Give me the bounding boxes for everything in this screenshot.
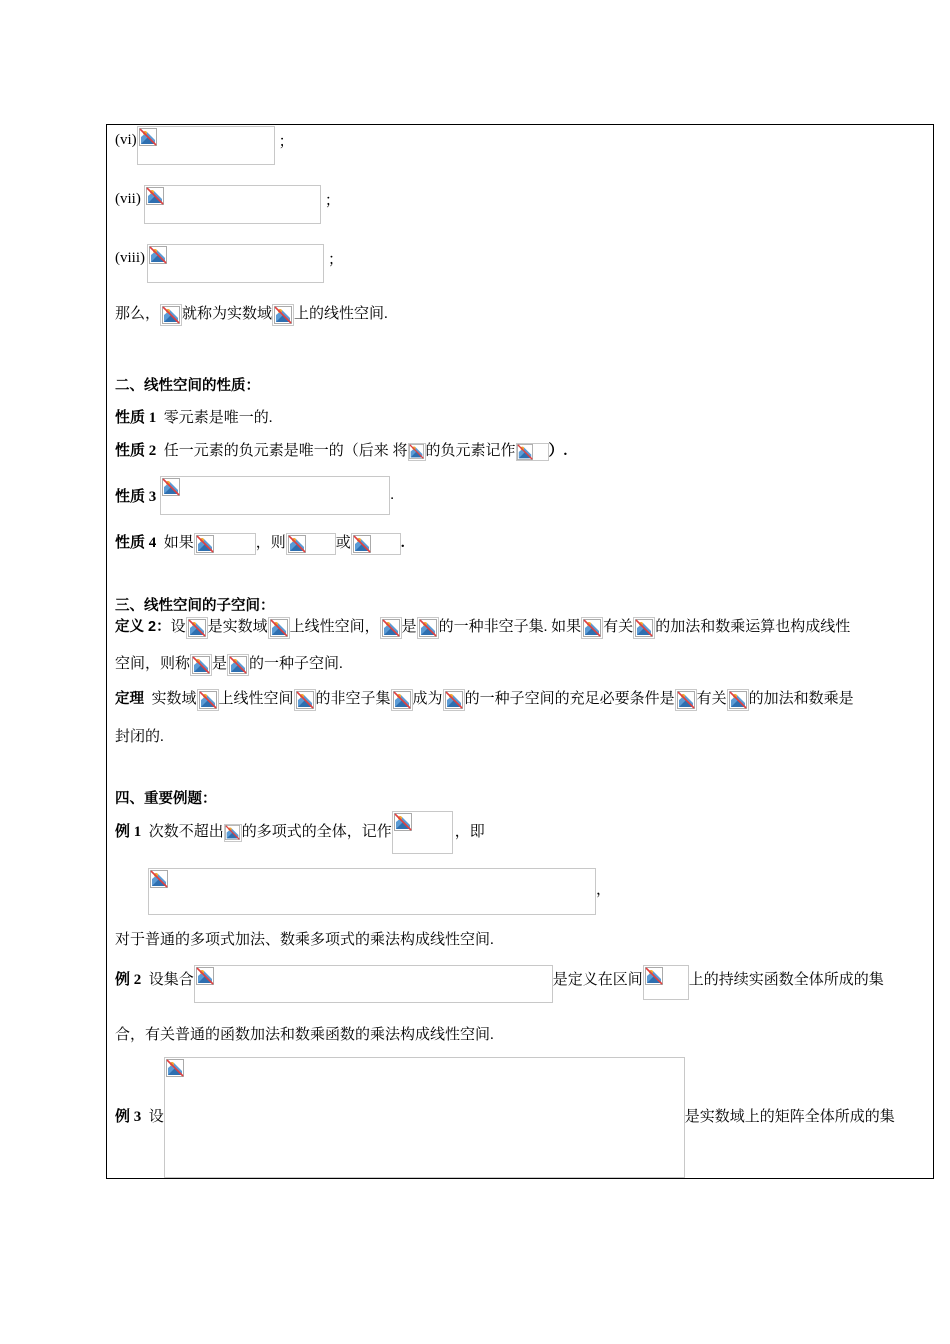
definition-label: 定义 2： bbox=[115, 619, 171, 635]
formula-image-placeholder bbox=[727, 689, 749, 711]
text: 的负元素记作 bbox=[425, 443, 516, 459]
formula-image-placeholder bbox=[294, 689, 316, 711]
property-label: 性质 2 bbox=[115, 443, 157, 459]
formula-image-placeholder bbox=[443, 689, 465, 711]
formula-image-placeholder bbox=[194, 533, 256, 555]
property-label: 性质 1 bbox=[115, 410, 157, 426]
formula-image-placeholder bbox=[197, 689, 219, 711]
text: ，即 bbox=[454, 824, 485, 840]
broken-image-icon bbox=[188, 619, 206, 637]
broken-image-icon bbox=[517, 444, 533, 460]
formula-image-placeholder bbox=[272, 304, 294, 326]
conclusion-line bbox=[115, 302, 388, 326]
broken-image-icon bbox=[274, 306, 292, 324]
text: 成为 bbox=[412, 691, 443, 707]
text: 零元素是唯一的. bbox=[163, 410, 273, 426]
example-1-line2: 对于普通的多项式加法、数乘多项式的乘法构成线性空间. bbox=[115, 932, 494, 948]
broken-image-icon bbox=[445, 691, 463, 709]
text: 有关 bbox=[696, 691, 727, 707]
text: 或 bbox=[335, 535, 351, 551]
broken-image-icon bbox=[162, 478, 180, 496]
text: 任一元素的负元素是唯一的（后来 将 bbox=[163, 443, 408, 459]
semicolon: ； bbox=[328, 252, 344, 268]
text: 设 bbox=[148, 1109, 164, 1125]
property-1 bbox=[115, 406, 273, 427]
formula-image-placeholder bbox=[675, 689, 697, 711]
formula-image-placeholder bbox=[516, 443, 549, 461]
broken-image-icon bbox=[635, 619, 653, 637]
text: 的一种非空子集. 如果 bbox=[438, 619, 582, 635]
formula-image-placeholder bbox=[186, 617, 208, 639]
formula-image-placeholder bbox=[190, 654, 212, 676]
property-label: 性质 3 bbox=[115, 489, 157, 505]
text: 设 bbox=[170, 619, 186, 635]
broken-image-icon bbox=[288, 535, 306, 553]
axiom-vi bbox=[115, 130, 294, 165]
formula-image-placeholder bbox=[351, 533, 401, 555]
text: 的加法和数乘是 bbox=[748, 691, 854, 707]
text: ，则 bbox=[255, 535, 286, 551]
property-3 bbox=[115, 476, 394, 515]
property-2 bbox=[115, 439, 567, 461]
text: 的非空子集 bbox=[315, 691, 391, 707]
text: ， bbox=[596, 882, 612, 898]
broken-image-icon bbox=[419, 619, 437, 637]
broken-image-icon bbox=[645, 967, 663, 985]
formula-image-placeholder bbox=[137, 126, 275, 165]
formula-image-placeholder bbox=[408, 443, 426, 461]
text: 的多项式的全体，记作 bbox=[241, 824, 392, 840]
text: 是实数域 bbox=[207, 619, 268, 635]
text: . bbox=[390, 487, 395, 503]
text: 是定义在区间 bbox=[552, 972, 643, 988]
formula-image-placeholder bbox=[633, 617, 655, 639]
broken-image-icon bbox=[393, 691, 411, 709]
text: 是实数域上的矩阵全体所成的集 bbox=[684, 1109, 895, 1125]
broken-image-icon bbox=[199, 691, 217, 709]
section-heading: 四、重要例题： bbox=[115, 791, 217, 807]
broken-image-icon bbox=[196, 535, 214, 553]
example-label: 例 3 bbox=[115, 1109, 142, 1125]
property-label: 性质 4 bbox=[115, 535, 157, 551]
formula-image-placeholder bbox=[164, 1057, 685, 1178]
formula-image-placeholder bbox=[581, 617, 603, 639]
formula-image-placeholder bbox=[380, 617, 402, 639]
formula-image-placeholder bbox=[268, 617, 290, 639]
formula-image-placeholder bbox=[144, 185, 321, 224]
broken-image-icon bbox=[409, 444, 424, 459]
formula-image-placeholder bbox=[392, 811, 453, 854]
text: 上的线性空间. bbox=[294, 306, 388, 322]
text: 如果 bbox=[163, 535, 194, 551]
formula-image-placeholder bbox=[286, 533, 336, 555]
section-heading: 二、线性空间的性质： bbox=[115, 378, 260, 394]
formula-image-placeholder bbox=[391, 689, 413, 711]
text: 是 bbox=[212, 656, 228, 672]
text: 上线性空间， bbox=[289, 619, 380, 635]
broken-image-icon bbox=[394, 813, 412, 831]
broken-image-icon bbox=[229, 656, 247, 674]
broken-image-icon bbox=[196, 967, 214, 985]
text: 次数不超出 bbox=[148, 824, 224, 840]
broken-image-icon bbox=[382, 619, 400, 637]
content-frame bbox=[106, 124, 934, 1179]
text: 的一种子空间. bbox=[249, 656, 343, 672]
broken-image-icon bbox=[729, 691, 747, 709]
example-1-line1 bbox=[115, 811, 485, 854]
formula-image-placeholder bbox=[160, 304, 182, 326]
text: 设集合 bbox=[148, 972, 194, 988]
definition-2-line2 bbox=[115, 652, 343, 676]
formula-image-placeholder bbox=[148, 868, 596, 915]
text: . bbox=[400, 535, 405, 551]
formula-image-placeholder bbox=[227, 654, 249, 676]
broken-image-icon bbox=[192, 656, 210, 674]
broken-image-icon bbox=[150, 870, 168, 888]
definition-2-line1 bbox=[115, 615, 850, 639]
section-heading: 三、线性空间的子空间： bbox=[115, 598, 275, 614]
text: ）. bbox=[548, 443, 568, 459]
broken-image-icon bbox=[353, 535, 371, 553]
example-3-line1 bbox=[115, 1057, 895, 1178]
text: 就称为实数域 bbox=[182, 306, 273, 322]
text: 的加法和数乘运算也构成线性 bbox=[655, 619, 851, 635]
text: 空间，则称 bbox=[115, 656, 191, 672]
axiom-viii bbox=[115, 248, 343, 283]
broken-image-icon bbox=[296, 691, 314, 709]
broken-image-icon bbox=[162, 306, 180, 324]
formula-image-placeholder bbox=[224, 824, 242, 842]
text: 上的持续实函数全体所成的集 bbox=[688, 972, 884, 988]
formula-image-placeholder bbox=[643, 965, 689, 1000]
text: 有关 bbox=[603, 619, 634, 635]
formula-image-placeholder bbox=[160, 476, 390, 515]
broken-image-icon bbox=[149, 246, 167, 264]
axiom-label: (viii) bbox=[115, 250, 145, 266]
broken-image-icon bbox=[139, 128, 157, 146]
axiom-vii bbox=[115, 189, 340, 224]
broken-image-icon bbox=[583, 619, 601, 637]
semicolon: ； bbox=[324, 193, 340, 209]
theorem-label: 定理 bbox=[115, 691, 144, 707]
theorem-line1 bbox=[115, 687, 854, 711]
example-label: 例 2 bbox=[115, 972, 142, 988]
theorem-line2: 封闭的. bbox=[115, 729, 164, 745]
broken-image-icon bbox=[166, 1059, 184, 1077]
property-4 bbox=[115, 531, 405, 555]
text: 实数域 bbox=[151, 691, 197, 707]
example-2-line1 bbox=[115, 965, 884, 1003]
broken-image-icon bbox=[146, 187, 164, 205]
axiom-label: (vii) bbox=[115, 191, 141, 207]
text: 的一种子空间的充足必要条件是 bbox=[464, 691, 675, 707]
example-2-line2: 合，有关普通的函数加法和数乘函数的乘法构成线性空间. bbox=[115, 1027, 494, 1043]
example-1-formula bbox=[148, 868, 611, 915]
broken-image-icon bbox=[270, 619, 288, 637]
example-label: 例 1 bbox=[115, 824, 142, 840]
formula-image-placeholder bbox=[194, 965, 553, 1003]
formula-image-placeholder bbox=[147, 244, 324, 283]
axiom-label: (vi) bbox=[115, 132, 137, 148]
broken-image-icon bbox=[225, 825, 240, 840]
text: 那么， bbox=[115, 306, 161, 322]
semicolon: ； bbox=[278, 134, 294, 150]
formula-image-placeholder bbox=[417, 617, 439, 639]
text: 是 bbox=[401, 619, 417, 635]
text: 上线性空间 bbox=[218, 691, 294, 707]
broken-image-icon bbox=[677, 691, 695, 709]
